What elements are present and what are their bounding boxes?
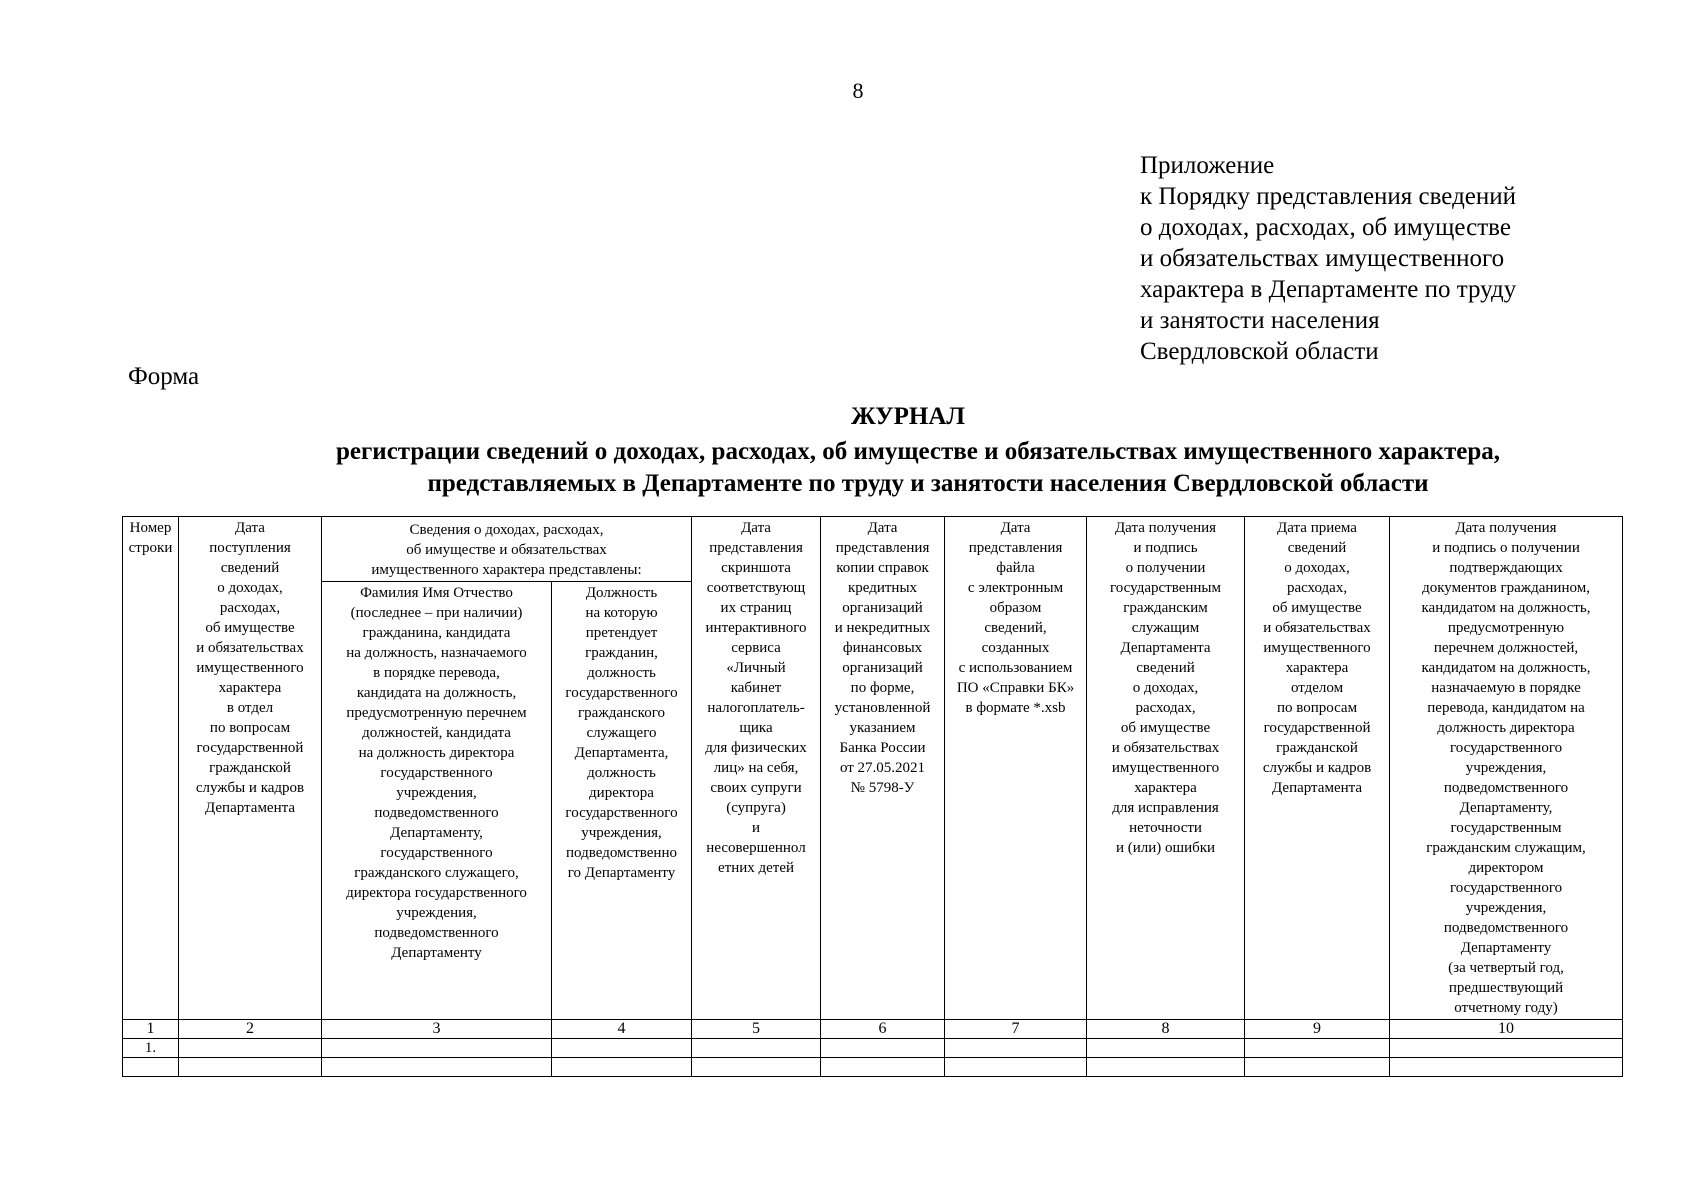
table-cell <box>821 1039 945 1058</box>
appendix-line: характера в Департаменте по труду <box>1140 276 1517 303</box>
header-position: Должность на которую претендует гражданин, должность государственного гражданского служащего Департамента, должность директора государственного учреждения, подведомственно го Департаменту <box>552 582 692 1020</box>
table-cell <box>821 1058 945 1077</box>
column-number-row <box>123 1020 1623 1039</box>
table-cell <box>322 1058 552 1077</box>
table-cell <box>692 1058 821 1077</box>
table-cell <box>692 1039 821 1058</box>
appendix-line: и обязательствах имущественного <box>1140 245 1505 272</box>
header-acceptance-date: Дата приема сведений о доходах, расходах, об имуществе и обязательствах имущественного характера отделом по вопросам государственной гражданской службы и кадров Департамента <box>1245 517 1390 1020</box>
table-cell <box>1390 1039 1623 1058</box>
table-cell <box>1245 1039 1390 1058</box>
table-cell <box>945 1039 1087 1058</box>
column-number: 3 <box>322 1020 552 1039</box>
appendix-line: и занятости населения <box>1140 307 1380 334</box>
journal-title: ЖУРНАЛ <box>850 403 966 430</box>
header-confirmation-receipt: Дата получения и подпись о получении подтверждающих документов гражданином, кандидатом на должность, предусмотренную перечнем должностей, кандидатом на должность, назначаемую в порядке перевода, кандидатом на должность директора государственного учреждения, подведомственного Департаменту, государственным гражданским служащим, директором государственного учреждения, подведомственного Департаменту (за четвертый год, предшествующий отчетному году) <box>1390 517 1623 1020</box>
table-cell <box>123 1058 179 1077</box>
table-cell <box>945 1058 1087 1077</box>
form-label: Форма <box>128 363 200 390</box>
header-full-name: Фамилия Имя Отчество (последнее – при наличии) гражданина, кандидата на должность, назначаемого в порядке перевода, кандидата на должность, предусмотренную перечнем должностей, кандидата на должность директора государственного учреждения, подведомственного Департаменту, государственного гражданского служащего, директора государственного учреждения, подведомственного Департаменту <box>322 582 552 1020</box>
column-number: 5 <box>692 1020 821 1039</box>
table-cell <box>552 1039 692 1058</box>
table-cell <box>179 1039 322 1058</box>
header-row-1 <box>123 517 1623 582</box>
table-cell: 1. <box>123 1039 179 1058</box>
journal-table <box>122 516 1623 1077</box>
column-number: 1 <box>123 1020 179 1039</box>
page-number: 8 <box>852 78 864 103</box>
column-number: 4 <box>552 1020 692 1039</box>
column-number: 7 <box>945 1020 1087 1039</box>
column-number: 10 <box>1390 1020 1623 1039</box>
header-screenshot-date: Дата представления скриншота соответствующ их страниц интерактивного сервиса «Личный кабинет налогоплатель- щика для физических лиц» на себя, своих супруги (супруга) и несовершеннол етних детей <box>692 517 821 1020</box>
header-xsb-file-date: Дата представления файла с электронным образом сведений, созданных с использованием ПО «Справки БК» в формате *.xsb <box>945 517 1087 1020</box>
table-cell <box>1087 1039 1245 1058</box>
table-cell <box>179 1058 322 1077</box>
appendix-line: Приложение <box>1140 152 1275 179</box>
table-row <box>123 1058 1623 1077</box>
table-cell <box>1390 1058 1623 1077</box>
header-correction-receipt: Дата получения и подпись о получении государственным гражданским служащим Департамента сведений о доходах, расходах, об имуществе и обязательствах имущественного характера для исправления неточности и (или) ошибки <box>1087 517 1245 1020</box>
header-bank-certificates-date: Дата представления копии справок кредитных организаций и некредитных финансовых организаций по форме, установленной указанием Банка России от 27.05.2021 № 5798-У <box>821 517 945 1020</box>
appendix-line: Свердловской области <box>1140 338 1379 365</box>
table-cell <box>1245 1058 1390 1077</box>
header-date-received: Дата поступления сведений о доходах, расходах, об имуществе и обязательствах имущественного характера в отдел по вопросам государственной гражданской службы и кадров Департамента <box>179 517 322 1020</box>
table-cell <box>322 1039 552 1058</box>
journal-subtitle-line1: регистрации сведений о доходах, расходах, об имуществе и обязательствах имущественного характера, <box>335 438 1501 465</box>
appendix-line: о доходах, расходах, об имуществе <box>1140 214 1511 241</box>
column-number: 9 <box>1245 1020 1390 1039</box>
column-number: 6 <box>821 1020 945 1039</box>
table-cell <box>1087 1058 1245 1077</box>
header-group-submitted: Сведения о доходах, расходах, об имуществе и обязательствах имущественного характера представлены: <box>322 517 692 582</box>
column-number: 2 <box>179 1020 322 1039</box>
table-row <box>123 1039 1623 1058</box>
table-cell <box>552 1058 692 1077</box>
appendix-line: к Порядку представления сведений <box>1140 183 1517 210</box>
column-number: 8 <box>1087 1020 1245 1039</box>
header-row-number: Номер строки <box>123 517 179 1020</box>
journal-subtitle-line2: представляемых в Департаменте по труду и занятости населения Свердловской области <box>427 470 1429 497</box>
appendix-block <box>1140 150 1640 367</box>
